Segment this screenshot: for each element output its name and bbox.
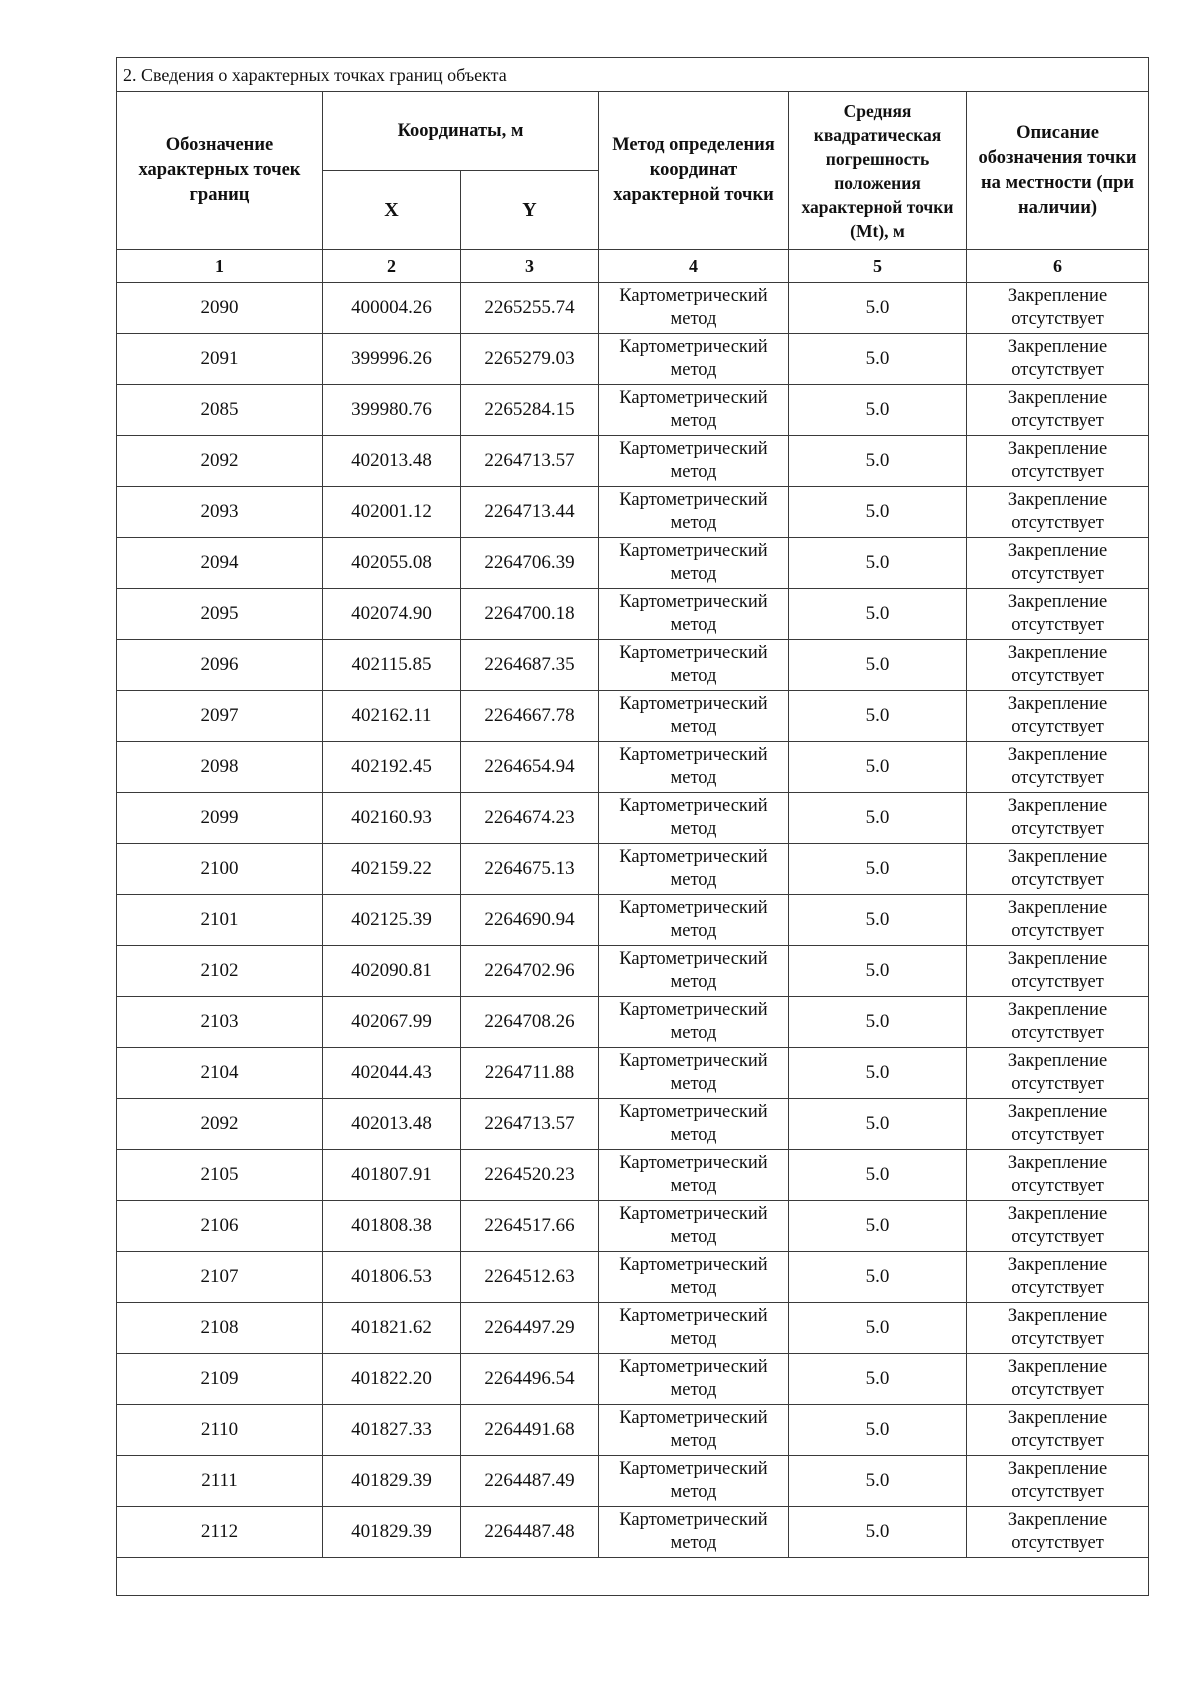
point-number-cell: 2101 xyxy=(117,895,323,946)
column-number: 5 xyxy=(789,250,967,283)
accuracy-cell: 5.0 xyxy=(789,895,967,946)
description-cell: Закрепление отсутствует xyxy=(967,538,1149,589)
x-coordinate-cell: 402044.43 xyxy=(323,1048,461,1099)
method-cell: Картометрический метод xyxy=(599,640,789,691)
point-number-cell: 2106 xyxy=(117,1201,323,1252)
accuracy-cell: 5.0 xyxy=(789,640,967,691)
description-cell: Закрепление отсутствует xyxy=(967,487,1149,538)
point-number-cell: 2112 xyxy=(117,1507,323,1558)
method-cell: Картометрический метод xyxy=(599,1354,789,1405)
x-coordinate-cell: 402192.45 xyxy=(323,742,461,793)
table-row xyxy=(117,283,1149,334)
table-body xyxy=(117,283,1149,1558)
column-number: 1 xyxy=(117,250,323,283)
method-cell: Картометрический метод xyxy=(599,1099,789,1150)
y-coordinate-cell: 2264487.48 xyxy=(461,1507,599,1558)
empty-footer-row xyxy=(117,1558,1149,1596)
y-coordinate-cell: 2264702.96 xyxy=(461,946,599,997)
accuracy-cell: 5.0 xyxy=(789,589,967,640)
accuracy-cell: 5.0 xyxy=(789,334,967,385)
accuracy-cell: 5.0 xyxy=(789,1507,967,1558)
table-row xyxy=(117,589,1149,640)
description-cell: Закрепление отсутствует xyxy=(967,283,1149,334)
table-row xyxy=(117,436,1149,487)
x-coordinate-cell: 402074.90 xyxy=(323,589,461,640)
description-cell: Закрепление отсутствует xyxy=(967,691,1149,742)
table-row xyxy=(117,1150,1149,1201)
header-accuracy: Средняя квадратическая погрешность положения характерной точки (Mt), м xyxy=(789,92,967,250)
description-cell: Закрепление отсутствует xyxy=(967,1201,1149,1252)
accuracy-cell: 5.0 xyxy=(789,946,967,997)
x-coordinate-cell: 402090.81 xyxy=(323,946,461,997)
table-row xyxy=(117,742,1149,793)
point-number-cell: 2092 xyxy=(117,436,323,487)
description-cell: Закрепление отсутствует xyxy=(967,436,1149,487)
y-coordinate-cell: 2264512.63 xyxy=(461,1252,599,1303)
table-row xyxy=(117,844,1149,895)
accuracy-cell: 5.0 xyxy=(789,538,967,589)
accuracy-cell: 5.0 xyxy=(789,997,967,1048)
x-coordinate-cell: 402013.48 xyxy=(323,1099,461,1150)
x-coordinate-cell: 402013.48 xyxy=(323,436,461,487)
y-coordinate-cell: 2265279.03 xyxy=(461,334,599,385)
method-cell: Картометрический метод xyxy=(599,1252,789,1303)
accuracy-cell: 5.0 xyxy=(789,844,967,895)
x-coordinate-cell: 401821.62 xyxy=(323,1303,461,1354)
point-number-cell: 2092 xyxy=(117,1099,323,1150)
column-number: 3 xyxy=(461,250,599,283)
table-row xyxy=(117,793,1149,844)
method-cell: Картометрический метод xyxy=(599,283,789,334)
method-cell: Картометрический метод xyxy=(599,946,789,997)
description-cell: Закрепление отсутствует xyxy=(967,742,1149,793)
x-coordinate-cell: 401829.39 xyxy=(323,1507,461,1558)
y-coordinate-cell: 2264675.13 xyxy=(461,844,599,895)
point-number-cell: 2099 xyxy=(117,793,323,844)
method-cell: Картометрический метод xyxy=(599,1150,789,1201)
description-cell: Закрепление отсутствует xyxy=(967,1048,1149,1099)
accuracy-cell: 5.0 xyxy=(789,436,967,487)
header-coordinates: Координаты, м xyxy=(323,92,599,171)
x-coordinate-cell: 402067.99 xyxy=(323,997,461,1048)
table-row xyxy=(117,1405,1149,1456)
method-cell: Картометрический метод xyxy=(599,1048,789,1099)
table-row xyxy=(117,487,1149,538)
header-description: Описание обозначения точки на местности (при наличии) xyxy=(967,92,1149,250)
description-cell: Закрепление отсутствует xyxy=(967,1099,1149,1150)
x-coordinate-cell: 401807.91 xyxy=(323,1150,461,1201)
point-number-cell: 2107 xyxy=(117,1252,323,1303)
table-row xyxy=(117,1303,1149,1354)
method-cell: Картометрический метод xyxy=(599,538,789,589)
y-coordinate-cell: 2264713.44 xyxy=(461,487,599,538)
table-row xyxy=(117,1354,1149,1405)
point-number-cell: 2097 xyxy=(117,691,323,742)
x-coordinate-cell: 402055.08 xyxy=(323,538,461,589)
table-row xyxy=(117,1048,1149,1099)
method-cell: Картометрический метод xyxy=(599,742,789,793)
table-row xyxy=(117,895,1149,946)
x-coordinate-cell: 401827.33 xyxy=(323,1405,461,1456)
header-point-designation: Обозначение характерных точек границ xyxy=(117,92,323,250)
header-x: X xyxy=(323,171,461,250)
x-coordinate-cell: 402115.85 xyxy=(323,640,461,691)
table-row xyxy=(117,1507,1149,1558)
point-number-cell: 2091 xyxy=(117,334,323,385)
point-number-cell: 2085 xyxy=(117,385,323,436)
point-number-cell: 2102 xyxy=(117,946,323,997)
y-coordinate-cell: 2264674.23 xyxy=(461,793,599,844)
description-cell: Закрепление отсутствует xyxy=(967,1507,1149,1558)
x-coordinate-cell: 399980.76 xyxy=(323,385,461,436)
description-cell: Закрепление отсутствует xyxy=(967,385,1149,436)
point-number-cell: 2094 xyxy=(117,538,323,589)
accuracy-cell: 5.0 xyxy=(789,742,967,793)
point-number-cell: 2095 xyxy=(117,589,323,640)
x-coordinate-cell: 402125.39 xyxy=(323,895,461,946)
y-coordinate-cell: 2264517.66 xyxy=(461,1201,599,1252)
description-cell: Закрепление отсутствует xyxy=(967,334,1149,385)
column-number: 4 xyxy=(599,250,789,283)
point-number-cell: 2104 xyxy=(117,1048,323,1099)
description-cell: Закрепление отсутствует xyxy=(967,997,1149,1048)
table-row xyxy=(117,334,1149,385)
accuracy-cell: 5.0 xyxy=(789,1354,967,1405)
table-row xyxy=(117,385,1149,436)
table-row xyxy=(117,538,1149,589)
method-cell: Картометрический метод xyxy=(599,589,789,640)
accuracy-cell: 5.0 xyxy=(789,1201,967,1252)
method-cell: Картометрический метод xyxy=(599,1303,789,1354)
method-cell: Картометрический метод xyxy=(599,436,789,487)
table-row xyxy=(117,946,1149,997)
empty-cell xyxy=(117,1558,1149,1596)
point-number-cell: 2093 xyxy=(117,487,323,538)
method-cell: Картометрический метод xyxy=(599,385,789,436)
method-cell: Картометрический метод xyxy=(599,895,789,946)
y-coordinate-cell: 2264706.39 xyxy=(461,538,599,589)
point-number-cell: 2103 xyxy=(117,997,323,1048)
y-coordinate-cell: 2265284.15 xyxy=(461,385,599,436)
x-coordinate-cell: 401808.38 xyxy=(323,1201,461,1252)
x-coordinate-cell: 402159.22 xyxy=(323,844,461,895)
description-cell: Закрепление отсутствует xyxy=(967,1456,1149,1507)
y-coordinate-cell: 2265255.74 xyxy=(461,283,599,334)
y-coordinate-cell: 2264711.88 xyxy=(461,1048,599,1099)
header-method: Метод определения координат характерной точки xyxy=(599,92,789,250)
method-cell: Картометрический метод xyxy=(599,1456,789,1507)
table-row xyxy=(117,1099,1149,1150)
y-coordinate-cell: 2264687.35 xyxy=(461,640,599,691)
y-coordinate-cell: 2264690.94 xyxy=(461,895,599,946)
description-cell: Закрепление отсутствует xyxy=(967,1252,1149,1303)
table-row xyxy=(117,997,1149,1048)
accuracy-cell: 5.0 xyxy=(789,1252,967,1303)
table-row xyxy=(117,1201,1149,1252)
accuracy-cell: 5.0 xyxy=(789,691,967,742)
accuracy-cell: 5.0 xyxy=(789,793,967,844)
y-coordinate-cell: 2264497.29 xyxy=(461,1303,599,1354)
y-coordinate-cell: 2264667.78 xyxy=(461,691,599,742)
x-coordinate-cell: 402160.93 xyxy=(323,793,461,844)
method-cell: Картометрический метод xyxy=(599,1201,789,1252)
description-cell: Закрепление отсутствует xyxy=(967,895,1149,946)
table-row xyxy=(117,691,1149,742)
point-number-cell: 2090 xyxy=(117,283,323,334)
table-row xyxy=(117,1252,1149,1303)
x-coordinate-cell: 400004.26 xyxy=(323,283,461,334)
point-number-cell: 2108 xyxy=(117,1303,323,1354)
accuracy-cell: 5.0 xyxy=(789,1405,967,1456)
point-number-cell: 2110 xyxy=(117,1405,323,1456)
description-cell: Закрепление отсутствует xyxy=(967,793,1149,844)
y-coordinate-cell: 2264708.26 xyxy=(461,997,599,1048)
y-coordinate-cell: 2264713.57 xyxy=(461,436,599,487)
method-cell: Картометрический метод xyxy=(599,334,789,385)
accuracy-cell: 5.0 xyxy=(789,283,967,334)
boundary-points-table xyxy=(116,57,1149,1596)
point-number-cell: 2109 xyxy=(117,1354,323,1405)
x-coordinate-cell: 401822.20 xyxy=(323,1354,461,1405)
method-cell: Картометрический метод xyxy=(599,793,789,844)
y-coordinate-cell: 2264496.54 xyxy=(461,1354,599,1405)
accuracy-cell: 5.0 xyxy=(789,1303,967,1354)
description-cell: Закрепление отсутствует xyxy=(967,1303,1149,1354)
table-row xyxy=(117,640,1149,691)
method-cell: Картометрический метод xyxy=(599,1405,789,1456)
point-number-cell: 2096 xyxy=(117,640,323,691)
x-coordinate-cell: 401829.39 xyxy=(323,1456,461,1507)
method-cell: Картометрический метод xyxy=(599,1507,789,1558)
method-cell: Картометрический метод xyxy=(599,844,789,895)
description-cell: Закрепление отсутствует xyxy=(967,640,1149,691)
x-coordinate-cell: 402001.12 xyxy=(323,487,461,538)
description-cell: Закрепление отсутствует xyxy=(967,1150,1149,1201)
column-number: 6 xyxy=(967,250,1149,283)
method-cell: Картометрический метод xyxy=(599,691,789,742)
y-coordinate-cell: 2264654.94 xyxy=(461,742,599,793)
accuracy-cell: 5.0 xyxy=(789,385,967,436)
x-coordinate-cell: 402162.11 xyxy=(323,691,461,742)
description-cell: Закрепление отсутствует xyxy=(967,1405,1149,1456)
description-cell: Закрепление отсутствует xyxy=(967,589,1149,640)
table-row xyxy=(117,1456,1149,1507)
description-cell: Закрепление отсутствует xyxy=(967,844,1149,895)
header-y: Y xyxy=(461,171,599,250)
method-cell: Картометрический метод xyxy=(599,997,789,1048)
x-coordinate-cell: 401806.53 xyxy=(323,1252,461,1303)
point-number-cell: 2105 xyxy=(117,1150,323,1201)
y-coordinate-cell: 2264487.49 xyxy=(461,1456,599,1507)
point-number-cell: 2111 xyxy=(117,1456,323,1507)
accuracy-cell: 5.0 xyxy=(789,487,967,538)
method-cell: Картометрический метод xyxy=(599,487,789,538)
y-coordinate-cell: 2264713.57 xyxy=(461,1099,599,1150)
accuracy-cell: 5.0 xyxy=(789,1048,967,1099)
description-cell: Закрепление отсутствует xyxy=(967,946,1149,997)
column-number-row xyxy=(117,250,1149,283)
x-coordinate-cell: 399996.26 xyxy=(323,334,461,385)
column-number: 2 xyxy=(323,250,461,283)
point-number-cell: 2098 xyxy=(117,742,323,793)
y-coordinate-cell: 2264520.23 xyxy=(461,1150,599,1201)
y-coordinate-cell: 2264700.18 xyxy=(461,589,599,640)
accuracy-cell: 5.0 xyxy=(789,1099,967,1150)
y-coordinate-cell: 2264491.68 xyxy=(461,1405,599,1456)
point-number-cell: 2100 xyxy=(117,844,323,895)
accuracy-cell: 5.0 xyxy=(789,1456,967,1507)
accuracy-cell: 5.0 xyxy=(789,1150,967,1201)
section-title: 2. Сведения о характерных точках границ объекта xyxy=(117,58,1149,92)
description-cell: Закрепление отсутствует xyxy=(967,1354,1149,1405)
